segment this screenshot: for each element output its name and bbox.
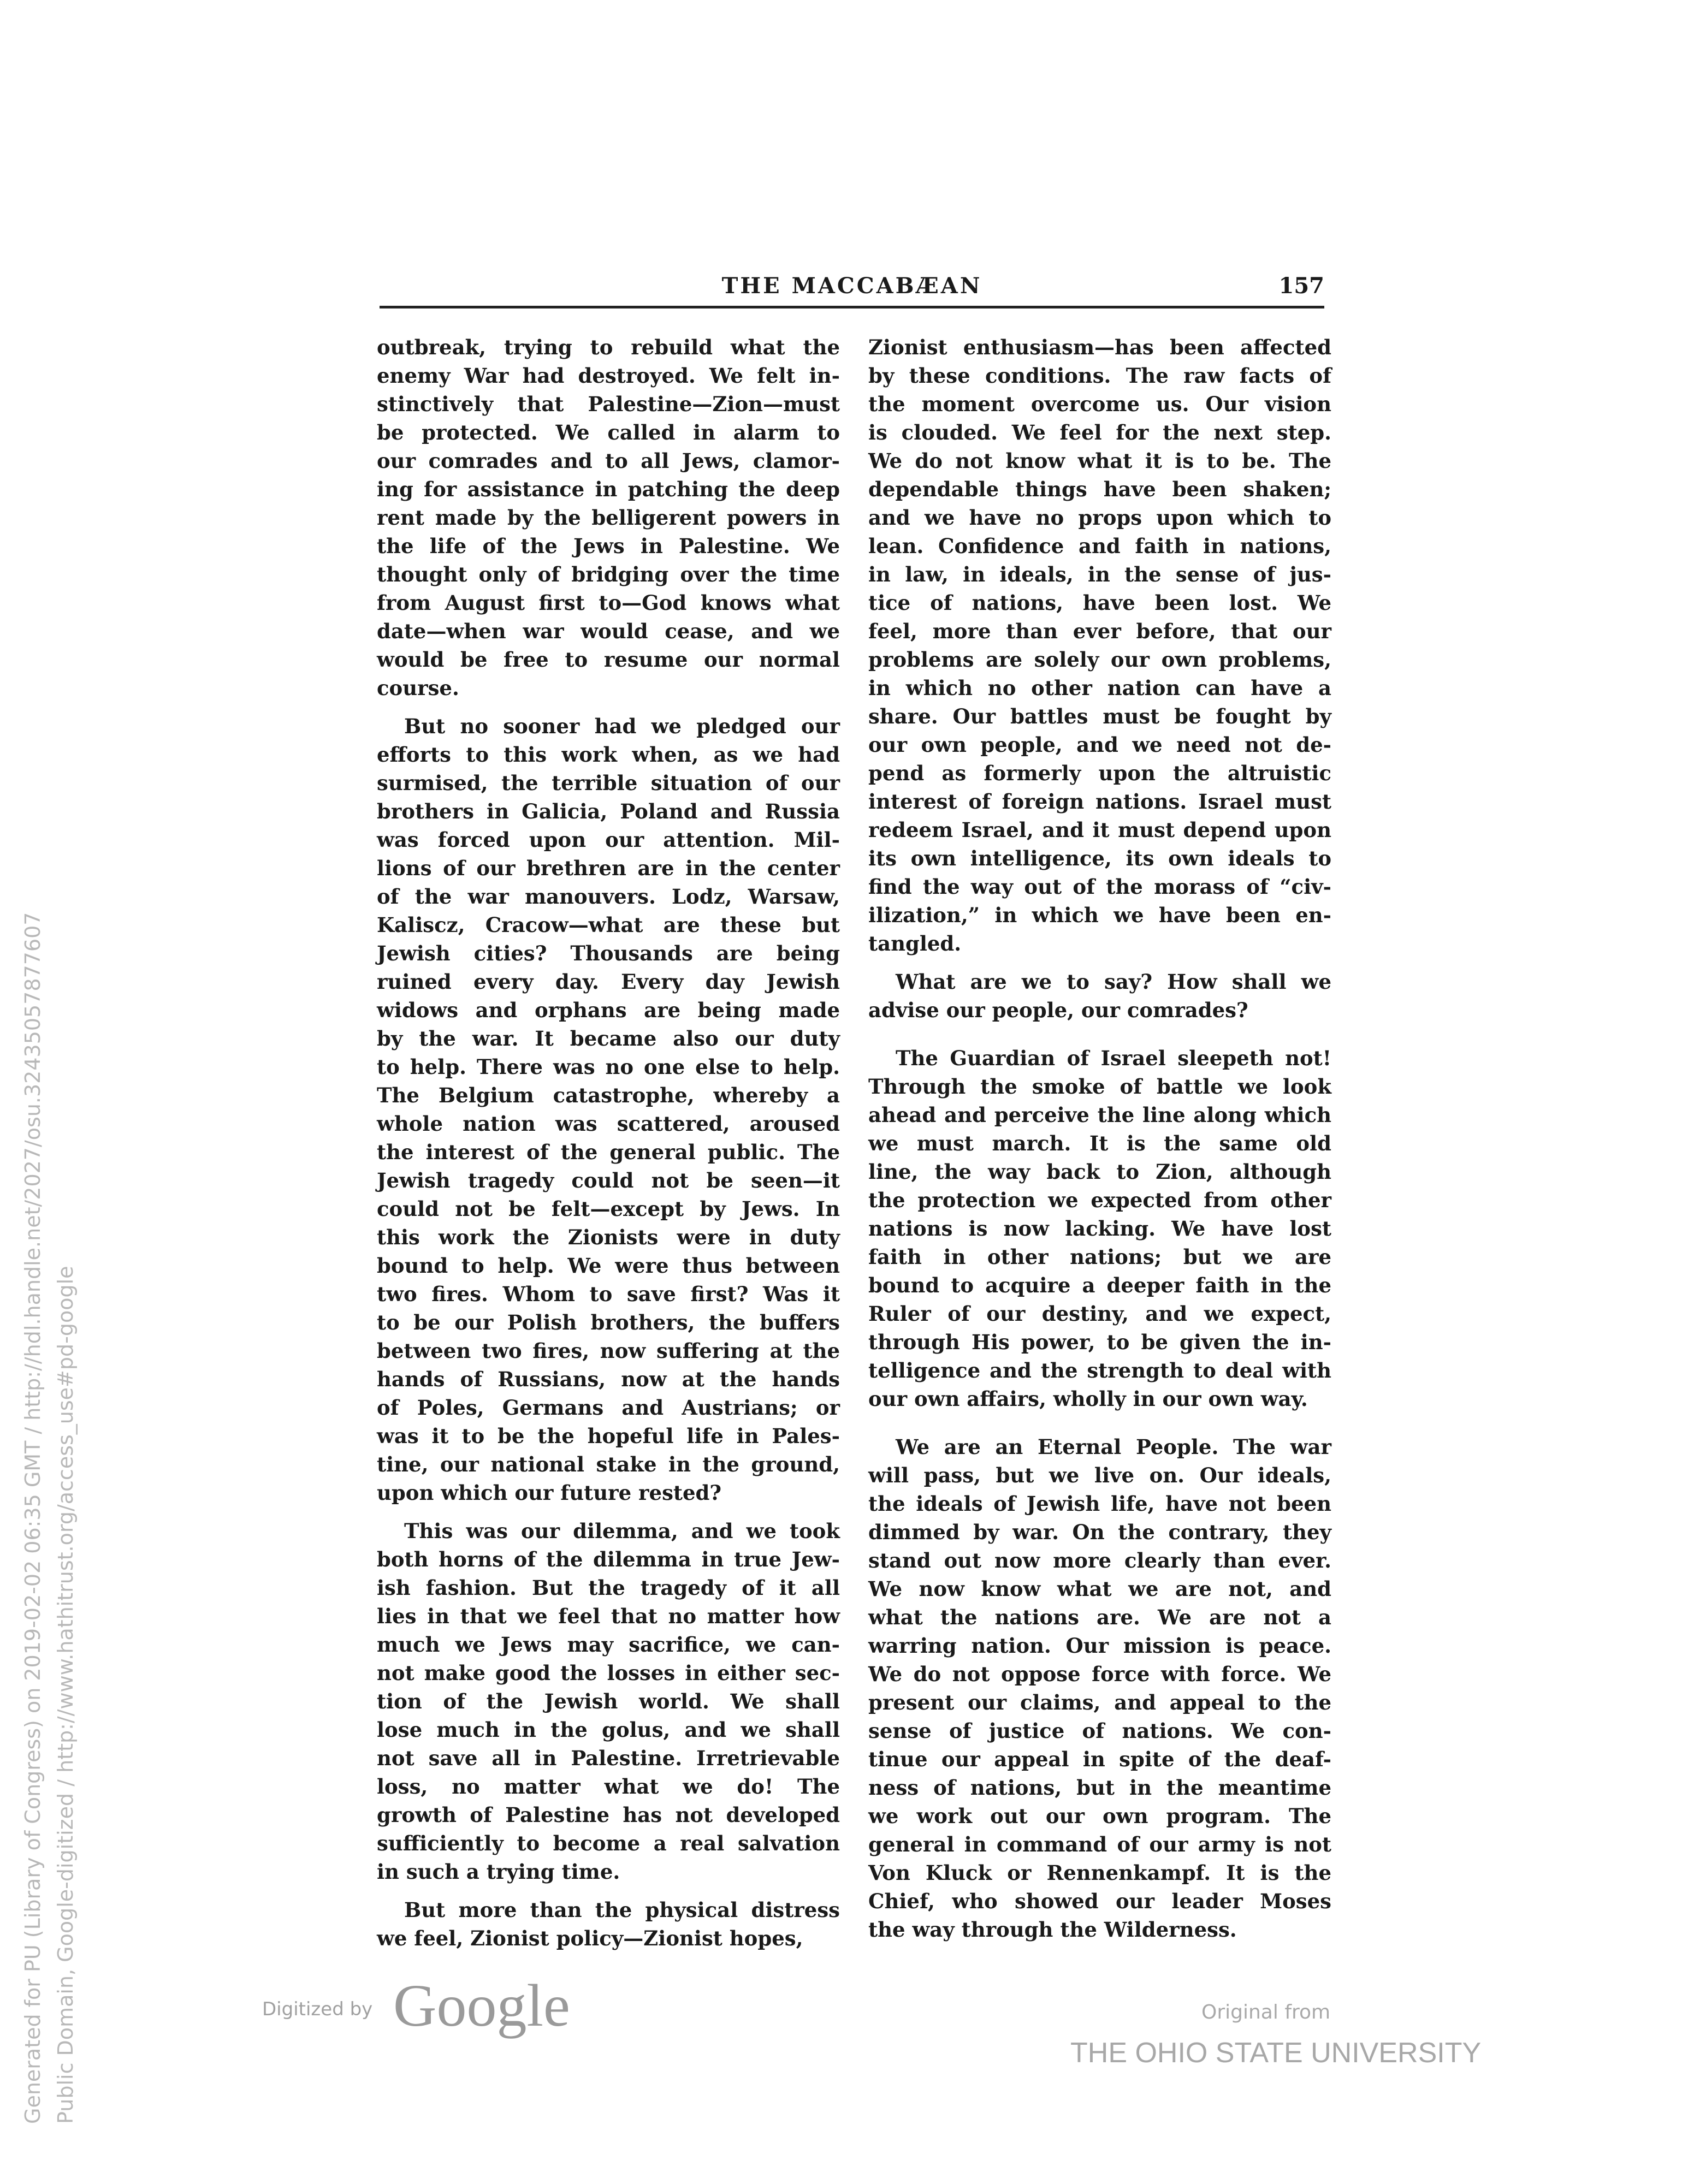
text-line: tinue our appeal in spite of the deaf-: [868, 1747, 1331, 1771]
text-line: Jewish tragedy could not be seen—it: [377, 1168, 840, 1192]
text-line: ness of nations, but in the meantime: [868, 1776, 1331, 1800]
text-line: ing for assistance in patching the deep: [377, 477, 840, 501]
text-line: the moment overcome us. Our vision: [868, 392, 1331, 416]
text-line: redeem Israel, and it must depend upon: [868, 818, 1331, 842]
text-line: outbreak, trying to rebuild what the: [377, 335, 840, 359]
text-line: efforts to this work when, as we had: [377, 743, 840, 767]
text-line: faith in other nations; but we are: [868, 1245, 1331, 1269]
text-line: much we Jews may sacrifice, we can-: [377, 1633, 840, 1657]
text-line: lean. Confidence and faith in nations,: [868, 534, 1331, 558]
text-line: We now know what we are not, and: [868, 1577, 1331, 1601]
text-line: by the war. It became also our duty: [377, 1026, 840, 1051]
text-line: problems are solely our own problems,: [868, 648, 1331, 672]
text-line: The Guardian of Israel sleepeth not!: [896, 1046, 1331, 1070]
text-line: find the way out of the morass of “civ-: [868, 875, 1331, 899]
watermark-generated-line: Generated for PU (Library of Congress) on 2019-02-02 06:35 GMT / http://hdl.handle.net/2027/osu.32435057877607: [21, 912, 45, 2124]
text-line: thought only of bridging over the time: [377, 562, 840, 586]
text-line: in such a trying time.: [377, 1860, 620, 1884]
text-line: was it to be the hopeful life in Pales-: [377, 1424, 840, 1448]
text-line: our comrades and to all Jews, clamor-: [377, 449, 840, 473]
text-line: we must march. It is the same old: [868, 1131, 1331, 1155]
text-line: this work the Zionists were in duty: [377, 1225, 840, 1249]
text-line: tine, our national stake in the ground,: [377, 1452, 840, 1476]
text-line: widows and orphans are being made: [377, 998, 840, 1022]
text-line: by these conditions. The raw facts of: [868, 364, 1331, 388]
text-line: interest of foreign nations. Israel must: [868, 790, 1331, 814]
text-line: in law, in ideals, in the sense of jus-: [868, 562, 1331, 586]
university-name: THE OHIO STATE UNIVERSITY: [1070, 2037, 1482, 2069]
text-line: sense of justice of nations. We con-: [868, 1719, 1331, 1743]
text-line: This was our dilemma, and we took: [404, 1519, 840, 1543]
paragraph: [868, 333, 1331, 958]
running-title: THE MACCABÆAN: [721, 273, 982, 299]
digitized-by-label: Digitized by: [262, 1998, 373, 2020]
text-line: through His power, to be given the in-: [868, 1330, 1331, 1354]
text-line: of Poles, Germans and Austrians; or: [377, 1396, 840, 1420]
text-line: loss, no matter what we do! The: [377, 1775, 840, 1799]
text-line: feel, more than ever before, that our: [868, 619, 1331, 643]
text-line: We do not oppose force with force. We: [868, 1662, 1331, 1686]
text-line: in which no other nation can have a: [868, 676, 1331, 700]
text-line: surmised, the terrible situation of our: [377, 771, 840, 795]
text-line: we feel, Zionist policy—Zionist hopes,: [377, 1926, 803, 1950]
text-line: nations is now lacking. We have lost: [868, 1216, 1331, 1241]
text-line: of the war manouvers. Lodz, Warsaw,: [377, 885, 840, 909]
original-from-label: Original from: [1201, 2001, 1331, 2023]
text-line: ahead and perceive the line along which: [868, 1103, 1331, 1127]
text-line: Through the smoke of battle we look: [868, 1075, 1331, 1099]
text-line: the life of the Jews in Palestine. We: [377, 534, 840, 558]
text-line: ruined every day. Every day Jewish: [377, 970, 840, 994]
text-line: What are we to say? How shall we: [896, 970, 1331, 994]
text-line: general in command of our army is not: [868, 1832, 1331, 1856]
text-line: will pass, but we live on. Our ideals,: [868, 1463, 1331, 1487]
text-line: The Belgium catastrophe, whereby a: [377, 1083, 840, 1107]
text-line: our own people, and we need not de-: [868, 733, 1331, 757]
text-line: ilization,” in which we have been en-: [868, 903, 1331, 927]
text-line: is clouded. We feel for the next step.: [868, 420, 1331, 444]
paragraph: [868, 1044, 1331, 1413]
text-line: telligence and the strength to deal with: [868, 1358, 1331, 1382]
text-line: was forced upon our attention. Mil-: [377, 828, 840, 852]
paragraph: [868, 968, 1331, 1024]
text-line: the way through the Wilderness.: [868, 1918, 1237, 1942]
text-line: advise our people, our comrades?: [868, 998, 1248, 1022]
page-number: 157: [1278, 273, 1324, 299]
right-column: [868, 333, 1331, 1954]
text-line: tice of nations, have been lost. We: [868, 591, 1331, 615]
text-line: We do not know what it is to be. The: [868, 449, 1331, 473]
text-line: stand out now more clearly than ever.: [868, 1548, 1331, 1572]
text-line: bound to help. We were thus between: [377, 1254, 840, 1278]
text-line: date—when war would cease, and we: [377, 619, 840, 643]
text-line: hands of Russians, now at the hands: [377, 1367, 840, 1391]
running-head: [380, 273, 1324, 308]
text-line: whole nation was scattered, aroused: [377, 1112, 840, 1136]
text-line: sufficiently to become a real salvation: [377, 1831, 840, 1855]
text-line: and we have no props upon which to: [868, 506, 1331, 530]
text-line: tangled.: [868, 931, 962, 956]
text-line: lies in that we feel that no matter how: [377, 1604, 840, 1628]
text-line: present our claims, and appeal to the: [868, 1690, 1331, 1714]
text-line: dependable things have been shaken;: [868, 477, 1331, 501]
text-line: not save all in Palestine. Irretrievable: [377, 1746, 840, 1770]
text-line: brothers in Galicia, Poland and Russia: [377, 799, 840, 823]
text-line: Chief, who showed our leader Moses: [868, 1889, 1331, 1913]
text-line: Jewish cities? Thousands are being: [377, 941, 840, 965]
text-line: Zionist enthusiasm—has been affected: [868, 335, 1331, 359]
text-line: two fires. Whom to save first? Was it: [377, 1282, 840, 1306]
paragraph: [377, 712, 840, 1507]
text-line: But no sooner had we pledged our: [404, 714, 840, 738]
paragraph: [377, 1896, 840, 1952]
text-line: stinctively that Palestine—Zion—must: [377, 392, 840, 416]
text-line: the interest of the general public. The: [377, 1140, 840, 1164]
text-line: Kaliscz, Cracow—what are these but: [377, 913, 840, 937]
text-line: Ruler of our destiny, and we expect,: [868, 1302, 1331, 1326]
paragraph: [377, 1517, 840, 1886]
text-line: not make good the losses in either sec-: [377, 1661, 840, 1685]
text-line: warring nation. Our mission is peace.: [868, 1634, 1331, 1658]
paragraph: [377, 333, 840, 702]
text-line: enemy War had destroyed. We felt in-: [377, 364, 840, 388]
text-line: growth of Palestine has not developed: [377, 1803, 840, 1827]
paragraph: [868, 1433, 1331, 1944]
text-line: line, the way back to Zion, although: [868, 1160, 1331, 1184]
text-line: We are an Eternal People. The war: [896, 1435, 1331, 1459]
text-line: But more than the physical distress: [404, 1898, 840, 1922]
text-line: tion of the Jewish world. We shall: [377, 1689, 840, 1713]
text-line: its own intelligence, its own ideals to: [868, 846, 1331, 870]
text-line: course.: [377, 676, 459, 700]
text-line: dimmed by war. On the contrary, they: [868, 1520, 1331, 1544]
text-line: from August first to—God knows what: [377, 591, 840, 615]
google-logo: Google: [393, 1972, 570, 2039]
text-line: lions of our brethren are in the center: [377, 856, 840, 880]
text-line: what the nations are. We are not a: [868, 1605, 1331, 1629]
text-line: the protection we expected from other: [868, 1188, 1331, 1212]
text-line: to be our Polish brothers, the buffers: [377, 1310, 840, 1334]
text-line: Von Kluck or Rennenkampf. It is the: [868, 1861, 1331, 1885]
left-column: [377, 333, 840, 1962]
text-line: upon which our future rested?: [377, 1481, 722, 1505]
text-line: share. Our battles must be fought by: [868, 704, 1331, 728]
text-line: ish fashion. But the tragedy of it all: [377, 1576, 840, 1600]
text-line: rent made by the belligerent powers in: [377, 506, 840, 530]
text-line: to help. There was no one else to help.: [377, 1055, 840, 1079]
text-line: would be free to resume our normal: [377, 648, 840, 672]
text-line: between two fires, now suffering at the: [377, 1339, 840, 1363]
text-line: both horns of the dilemma in true Jew-: [377, 1547, 840, 1571]
text-line: bound to acquire a deeper faith in the: [868, 1273, 1331, 1297]
text-line: the ideals of Jewish life, have not been: [868, 1492, 1331, 1516]
text-line: pend as formerly upon the altruistic: [868, 761, 1331, 785]
text-line: lose much in the golus, and we shall: [377, 1718, 840, 1742]
watermark-public-domain-line: Public Domain, Google-digitized / http://www.hathitrust.org/access_use#pd-google: [54, 1266, 78, 2124]
text-line: we work out our own program. The: [868, 1804, 1331, 1828]
text-line: could not be felt—except by Jews. In: [377, 1197, 840, 1221]
text-line: be protected. We called in alarm to: [377, 420, 840, 444]
text-line: our own affairs, wholly in our own way.: [868, 1387, 1308, 1411]
